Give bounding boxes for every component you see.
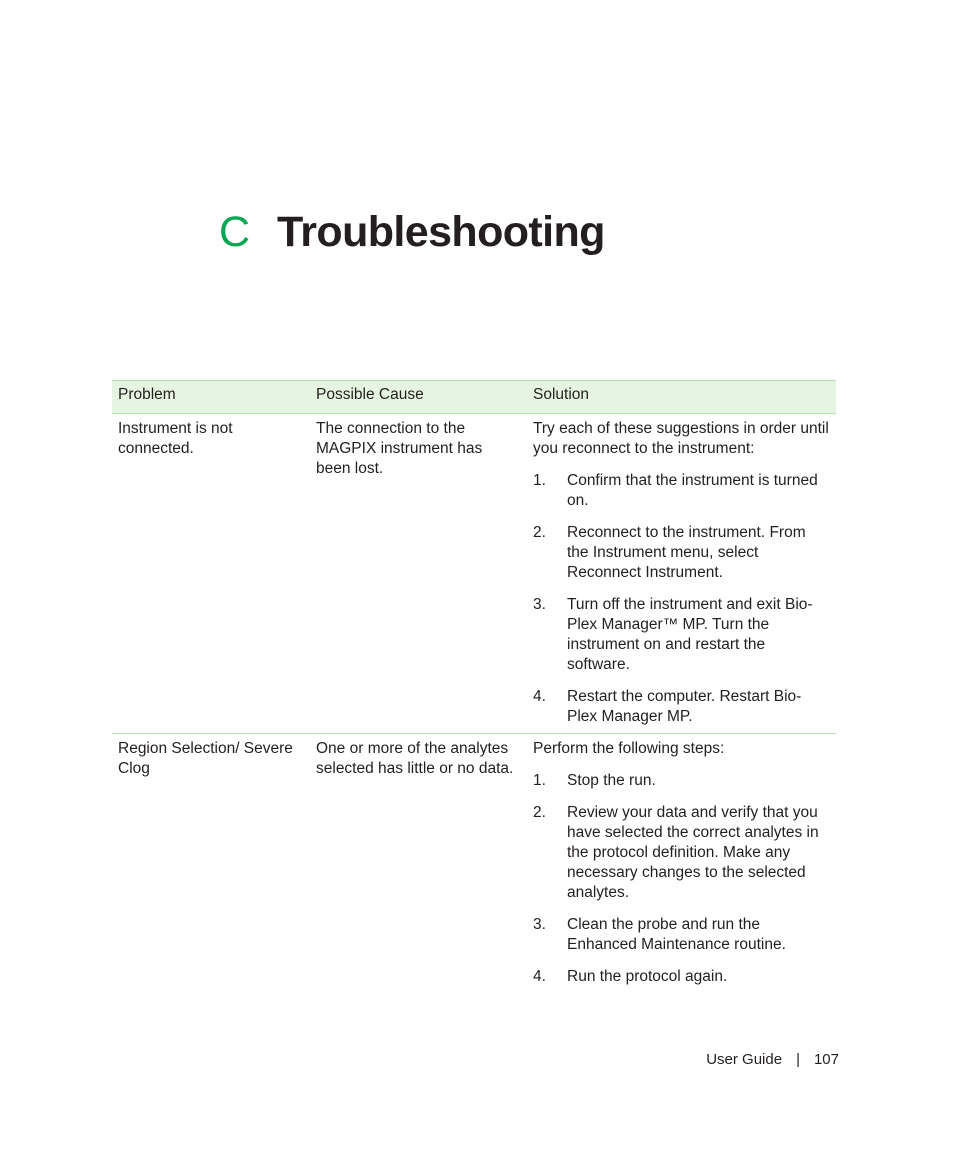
table-row — [112, 414, 836, 734]
step-number: 3. — [533, 916, 546, 933]
step-text: Stop the run. — [567, 772, 656, 789]
step-number: 4. — [533, 688, 546, 705]
problem-cell — [112, 414, 310, 734]
chapter-title: Troubleshooting — [277, 208, 605, 256]
list-item — [533, 967, 830, 987]
chapter-heading — [219, 208, 605, 268]
page-footer — [706, 1051, 839, 1068]
list-item — [533, 523, 830, 583]
chapter-letter: C — [219, 208, 251, 256]
step-number: 1. — [533, 772, 546, 789]
step-text: Reconnect to the instrument. From the Instrument menu, select Reconnect Instrument. — [567, 524, 806, 581]
problem-text: Instrument is not connected. — [118, 420, 233, 457]
page-number: 107 — [813, 1051, 839, 1068]
cause-text: One or more of the analytes selected has little or no data. — [316, 740, 514, 777]
solution-steps — [533, 471, 830, 727]
footer-label: User Guide — [706, 1051, 783, 1068]
problem-cell — [112, 734, 310, 994]
step-text: Run the protocol again. — [567, 968, 728, 985]
solution-intro: Try each of these suggestions in order until you reconnect to the instrument: — [533, 420, 829, 457]
header-solution: Solution — [527, 381, 836, 414]
step-number: 4. — [533, 968, 546, 985]
solution-steps — [533, 771, 830, 987]
list-item — [533, 771, 830, 791]
step-text: Turn off the instrument and exit Bio-Plex Manager™ MP. Turn the instrument on and restart the software. — [567, 596, 813, 673]
solution-intro: Perform the following steps: — [533, 740, 725, 757]
step-number: 1. — [533, 472, 546, 489]
list-item — [533, 687, 830, 727]
cause-cell — [310, 734, 527, 994]
header-problem: Problem — [112, 381, 310, 414]
header-possible-cause: Possible Cause — [310, 381, 527, 414]
list-item — [533, 595, 830, 675]
solution-cell — [527, 734, 836, 994]
step-number: 3. — [533, 596, 546, 613]
troubleshooting-table — [112, 380, 836, 993]
step-text: Restart the computer. Restart Bio-Plex Manager MP. — [567, 688, 802, 725]
step-text: Confirm that the instrument is turned on. — [567, 472, 818, 509]
footer-separator: | — [796, 1051, 800, 1068]
step-number: 2. — [533, 524, 546, 541]
step-number: 2. — [533, 804, 546, 821]
list-item — [533, 915, 830, 955]
table-header-row — [112, 381, 836, 414]
step-text: Clean the probe and run the Enhanced Maintenance routine. — [567, 916, 786, 953]
list-item — [533, 803, 830, 903]
list-item — [533, 471, 830, 511]
table-row — [112, 734, 836, 994]
cause-text: The connection to the MAGPIX instrument has been lost. — [316, 420, 483, 477]
step-text: Review your data and verify that you have selected the correct analytes in the protocol definition. Make any necessary changes to the selected analytes. — [567, 804, 819, 901]
problem-text: Region Selection/ Severe Clog — [118, 740, 293, 777]
solution-cell — [527, 414, 836, 734]
cause-cell — [310, 414, 527, 734]
